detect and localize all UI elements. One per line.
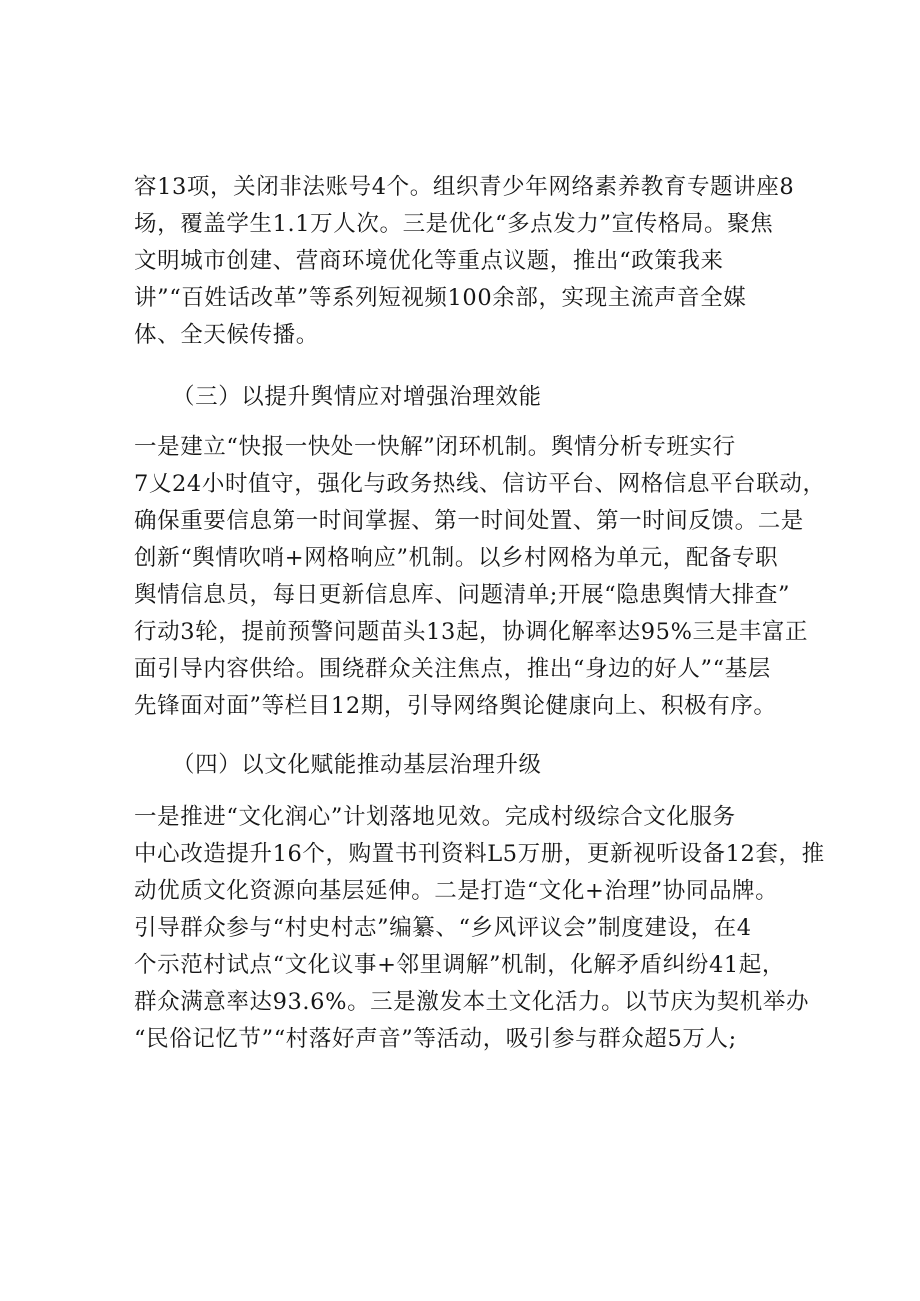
- paragraph-line: 容13项，关闭非法账号4个。组织青少年网络素养教育专题讲座8: [134, 174, 795, 200]
- paragraph-line: 行动3轮，提前预警问题苗头13起，协调化解率达95%三是丰富正: [134, 619, 809, 645]
- paragraph-line: 引导群众参与“村史村志”编纂、“乡风评议会”制度建设，在4: [134, 915, 752, 941]
- paragraph-line: 7乂24小时值守，强化与政务热线、信访平台、网格信息平台联动，: [134, 471, 826, 497]
- paragraph-line: 文明城市创建、营商环境优化等重点议题，推出“政策我来: [134, 248, 724, 274]
- section-heading: （四）以文化赋能推动基层治理升级: [172, 752, 542, 778]
- paragraph-line: 个示范村试点“文化议事+邻里调解”机制，化解矛盾纠纷41起，: [134, 952, 785, 978]
- paragraph-line: 一是建立“快报一快处一快解”闭环机制。舆情分析专班实行: [134, 434, 736, 460]
- paragraph-line: “民俗记忆节”“村落好声音”等活动，吸引参与群众超5万人;: [134, 1026, 737, 1052]
- paragraph-line: 确保重要信息第一时间掌握、第一时间处置、第一时间反馈。二是: [134, 508, 804, 534]
- paragraph-line: 创新“舆情吹哨+网格响应”机制。以乡村网格为单元，配备专职: [134, 545, 779, 571]
- paragraph-line: 体、全天候传播。: [134, 322, 319, 348]
- paragraph-line: 面引导内容供给。围绕群众关注焦点，推出“身边的好人”“基层: [134, 656, 771, 682]
- paragraph-line: 场，覆盖学生1.1万人次。三是优化“多点发力”宣传格局。聚焦: [134, 211, 774, 237]
- paragraph-line: 群众满意率达93.6%。三是激发本土文化活力。以节庆为契机举办: [134, 989, 810, 1015]
- paragraph-line: 先锋面对面”等栏目12期，引导网络舆论健康向上、积极有序。: [134, 693, 777, 719]
- paragraph-line: 动优质文化资源向基层延伸。二是打造“文化+治理”协同品牌。: [134, 878, 779, 904]
- paragraph-line: 中心改造提升16个，购置书刊资料L5万册，更新视听设备12套，推: [134, 841, 825, 867]
- paragraph-line: 一是推进“文化润心”计划落地见效。完成村级综合文化服务: [134, 804, 736, 830]
- paragraph-line: 讲”“百姓话改革”等系列短视频100余部，实现主流声音全媒: [134, 285, 747, 311]
- paragraph-line: 舆情信息员，每日更新信息库、问题清单;开展“隐患舆情大排查”: [134, 582, 791, 608]
- section-heading: （三）以提升舆情应对增强治理效能: [172, 384, 542, 410]
